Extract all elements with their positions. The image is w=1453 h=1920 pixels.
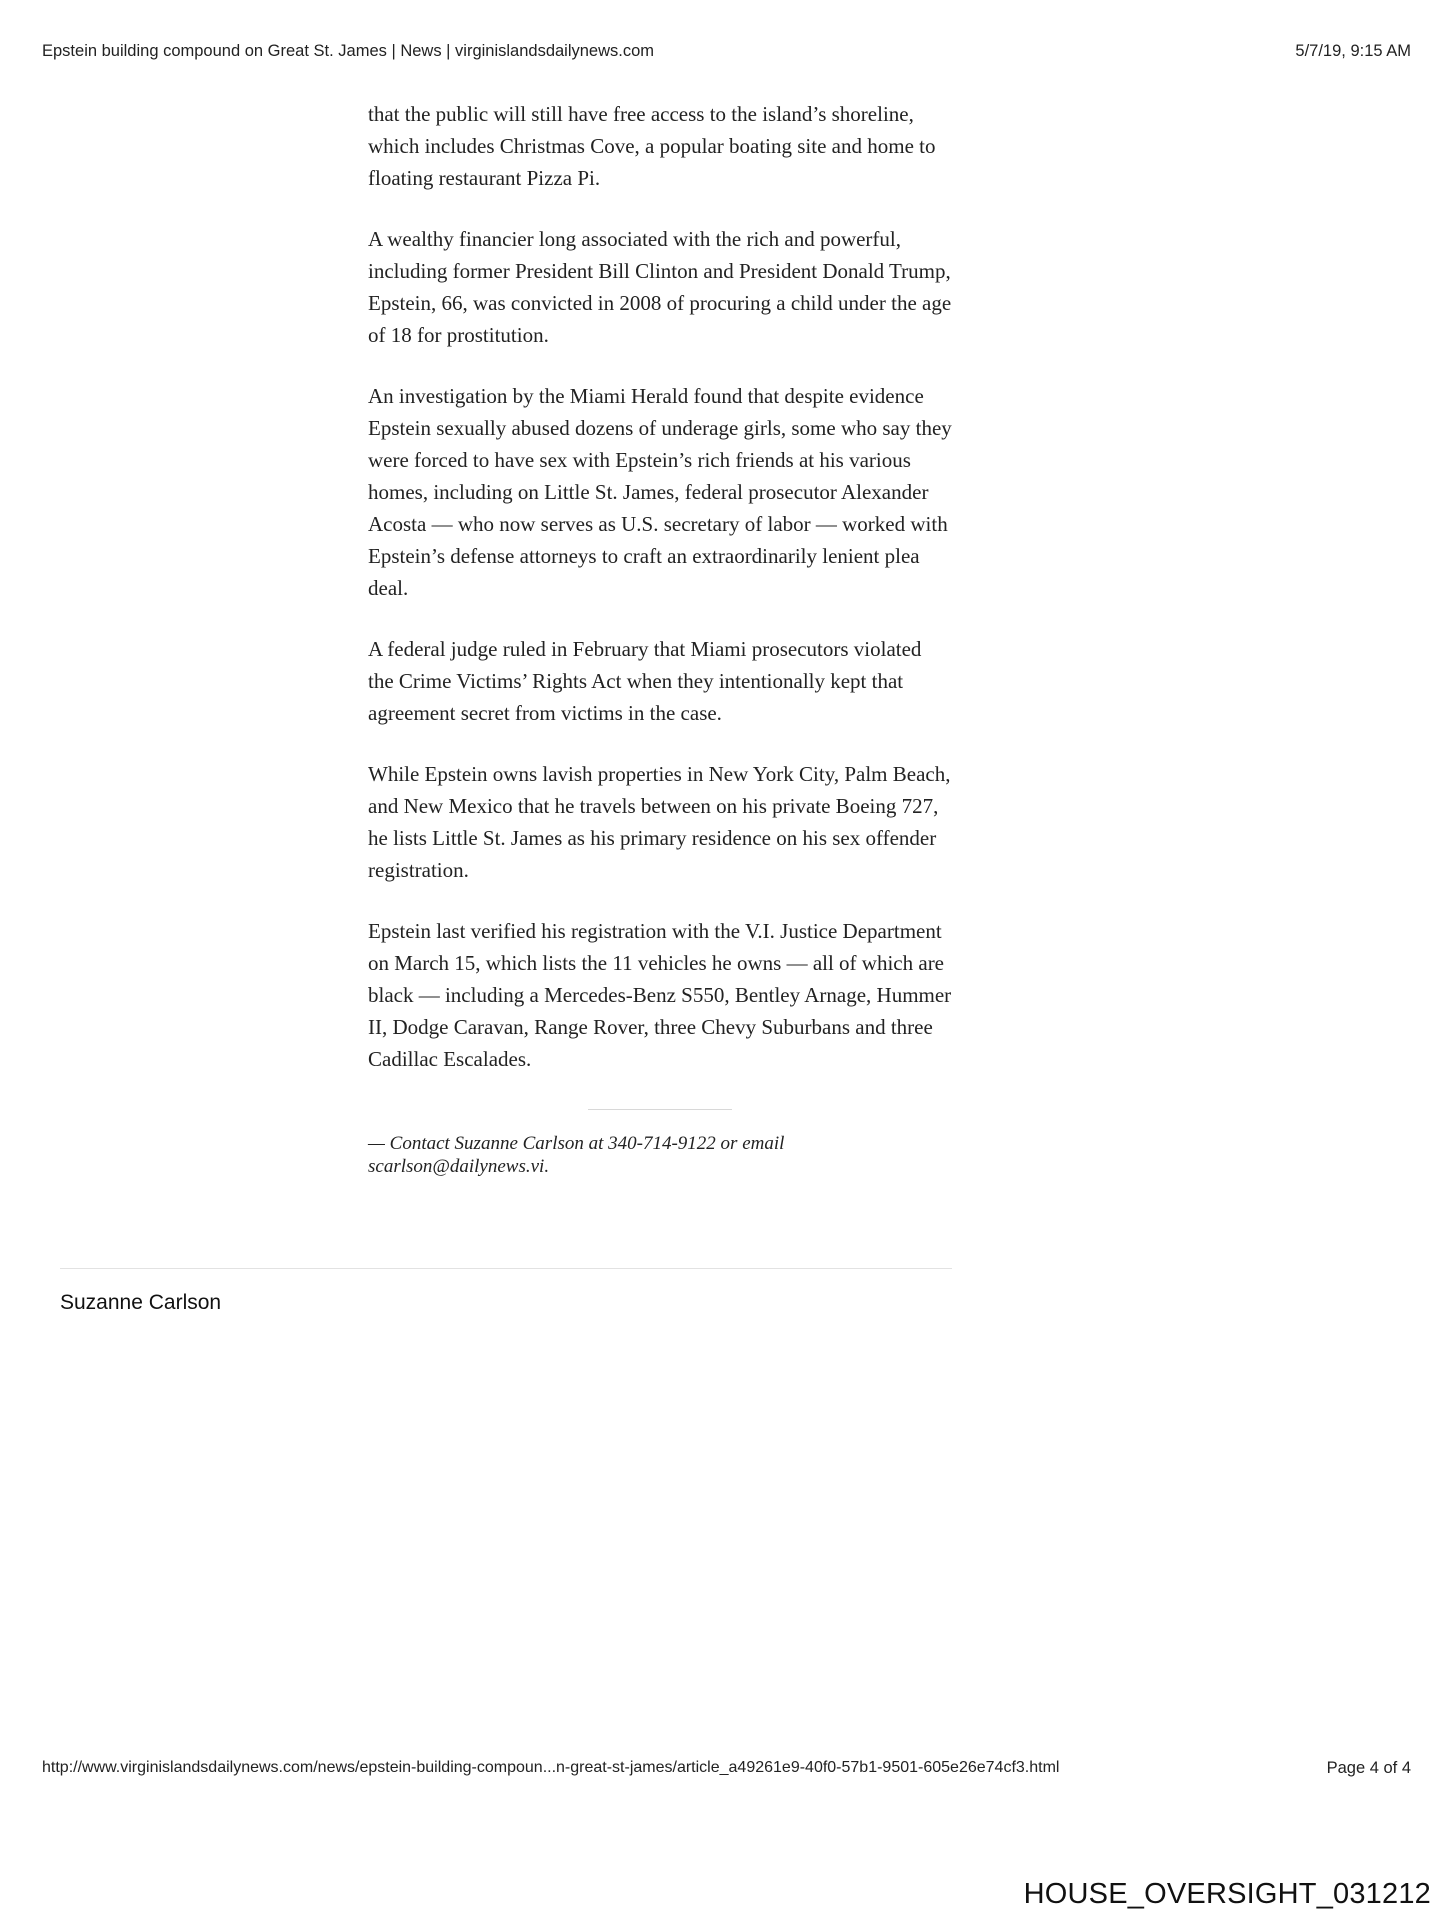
print-header: [42, 42, 1411, 61]
bates-number: HOUSE_OVERSIGHT_031212: [1023, 1878, 1431, 1910]
article-paragraph: A federal judge ruled in February that Miami prosecutors violated the Crime Victims’ Rights Act when they intentionally kept that agreement secret from victims in the case.: [368, 637, 922, 725]
article-paragraph: An investigation by the Miami Herald found that despite evidence Epstein sexually abused dozens of underage girls, some who say they were forced to have sex with Epstein’s rich friends at his various homes, including on Little St. James, federal prosecutor Alexander Acosta — who now serves as U.S. secretary of labor — worked with Epstein’s defense attorneys to craft an extraordinarily lenient plea deal.: [368, 384, 952, 600]
article-divider: [588, 1109, 732, 1110]
page-url: http://www.virginislandsdailynews.com/news/epstein-building-compoun...n-great-st-james/article_a49261e9-40f0-57b1-9501-605e26e74cf3.html: [42, 1759, 1060, 1776]
author-name[interactable]: Suzanne Carlson: [60, 1291, 222, 1314]
page-title: Epstein building compound on Great St. James | News | virginislandsdailynews.com: [42, 42, 655, 60]
print-footer: [42, 1759, 1411, 1778]
article-paragraph: While Epstein owns lavish properties in New York City, Palm Beach, and New Mexico that he travels between on his private Boeing 727, he lists Little St. James as his primary residence on his sex offender registration.: [368, 762, 951, 882]
article-paragraph: Epstein last verified his registration with the V.I. Justice Department on March 15, which lists the 11 vehicles he owns — all of which are black — including a Mercedes-Benz S550, Bentley Arnage, Hummer II, Dodge Caravan, Range Rover, three Chevy Suburbans and three Cadillac Escalades.: [368, 919, 952, 1071]
author-section-divider: [60, 1268, 952, 1269]
print-datetime: 5/7/19, 9:15 AM: [1295, 42, 1411, 60]
article-body: [368, 98, 952, 1178]
article-paragraph: A wealthy financier long associated with the rich and powerful, including former President Bill Clinton and President Donald Trump, Epstein, 66, was convicted in 2008 of procuring a child under the age of 18 for prostitution.: [368, 227, 952, 347]
author-contact: — Contact Suzanne Carlson at 340-714-9122 or email scarlson@dailynews.vi.: [368, 1133, 785, 1177]
page-number: Page 4 of 4: [1326, 1759, 1411, 1777]
article-paragraph: that the public will still have free access to the island’s shoreline, which includes Christmas Cove, a popular boating site and home to floating restaurant Pizza Pi.: [368, 102, 936, 190]
